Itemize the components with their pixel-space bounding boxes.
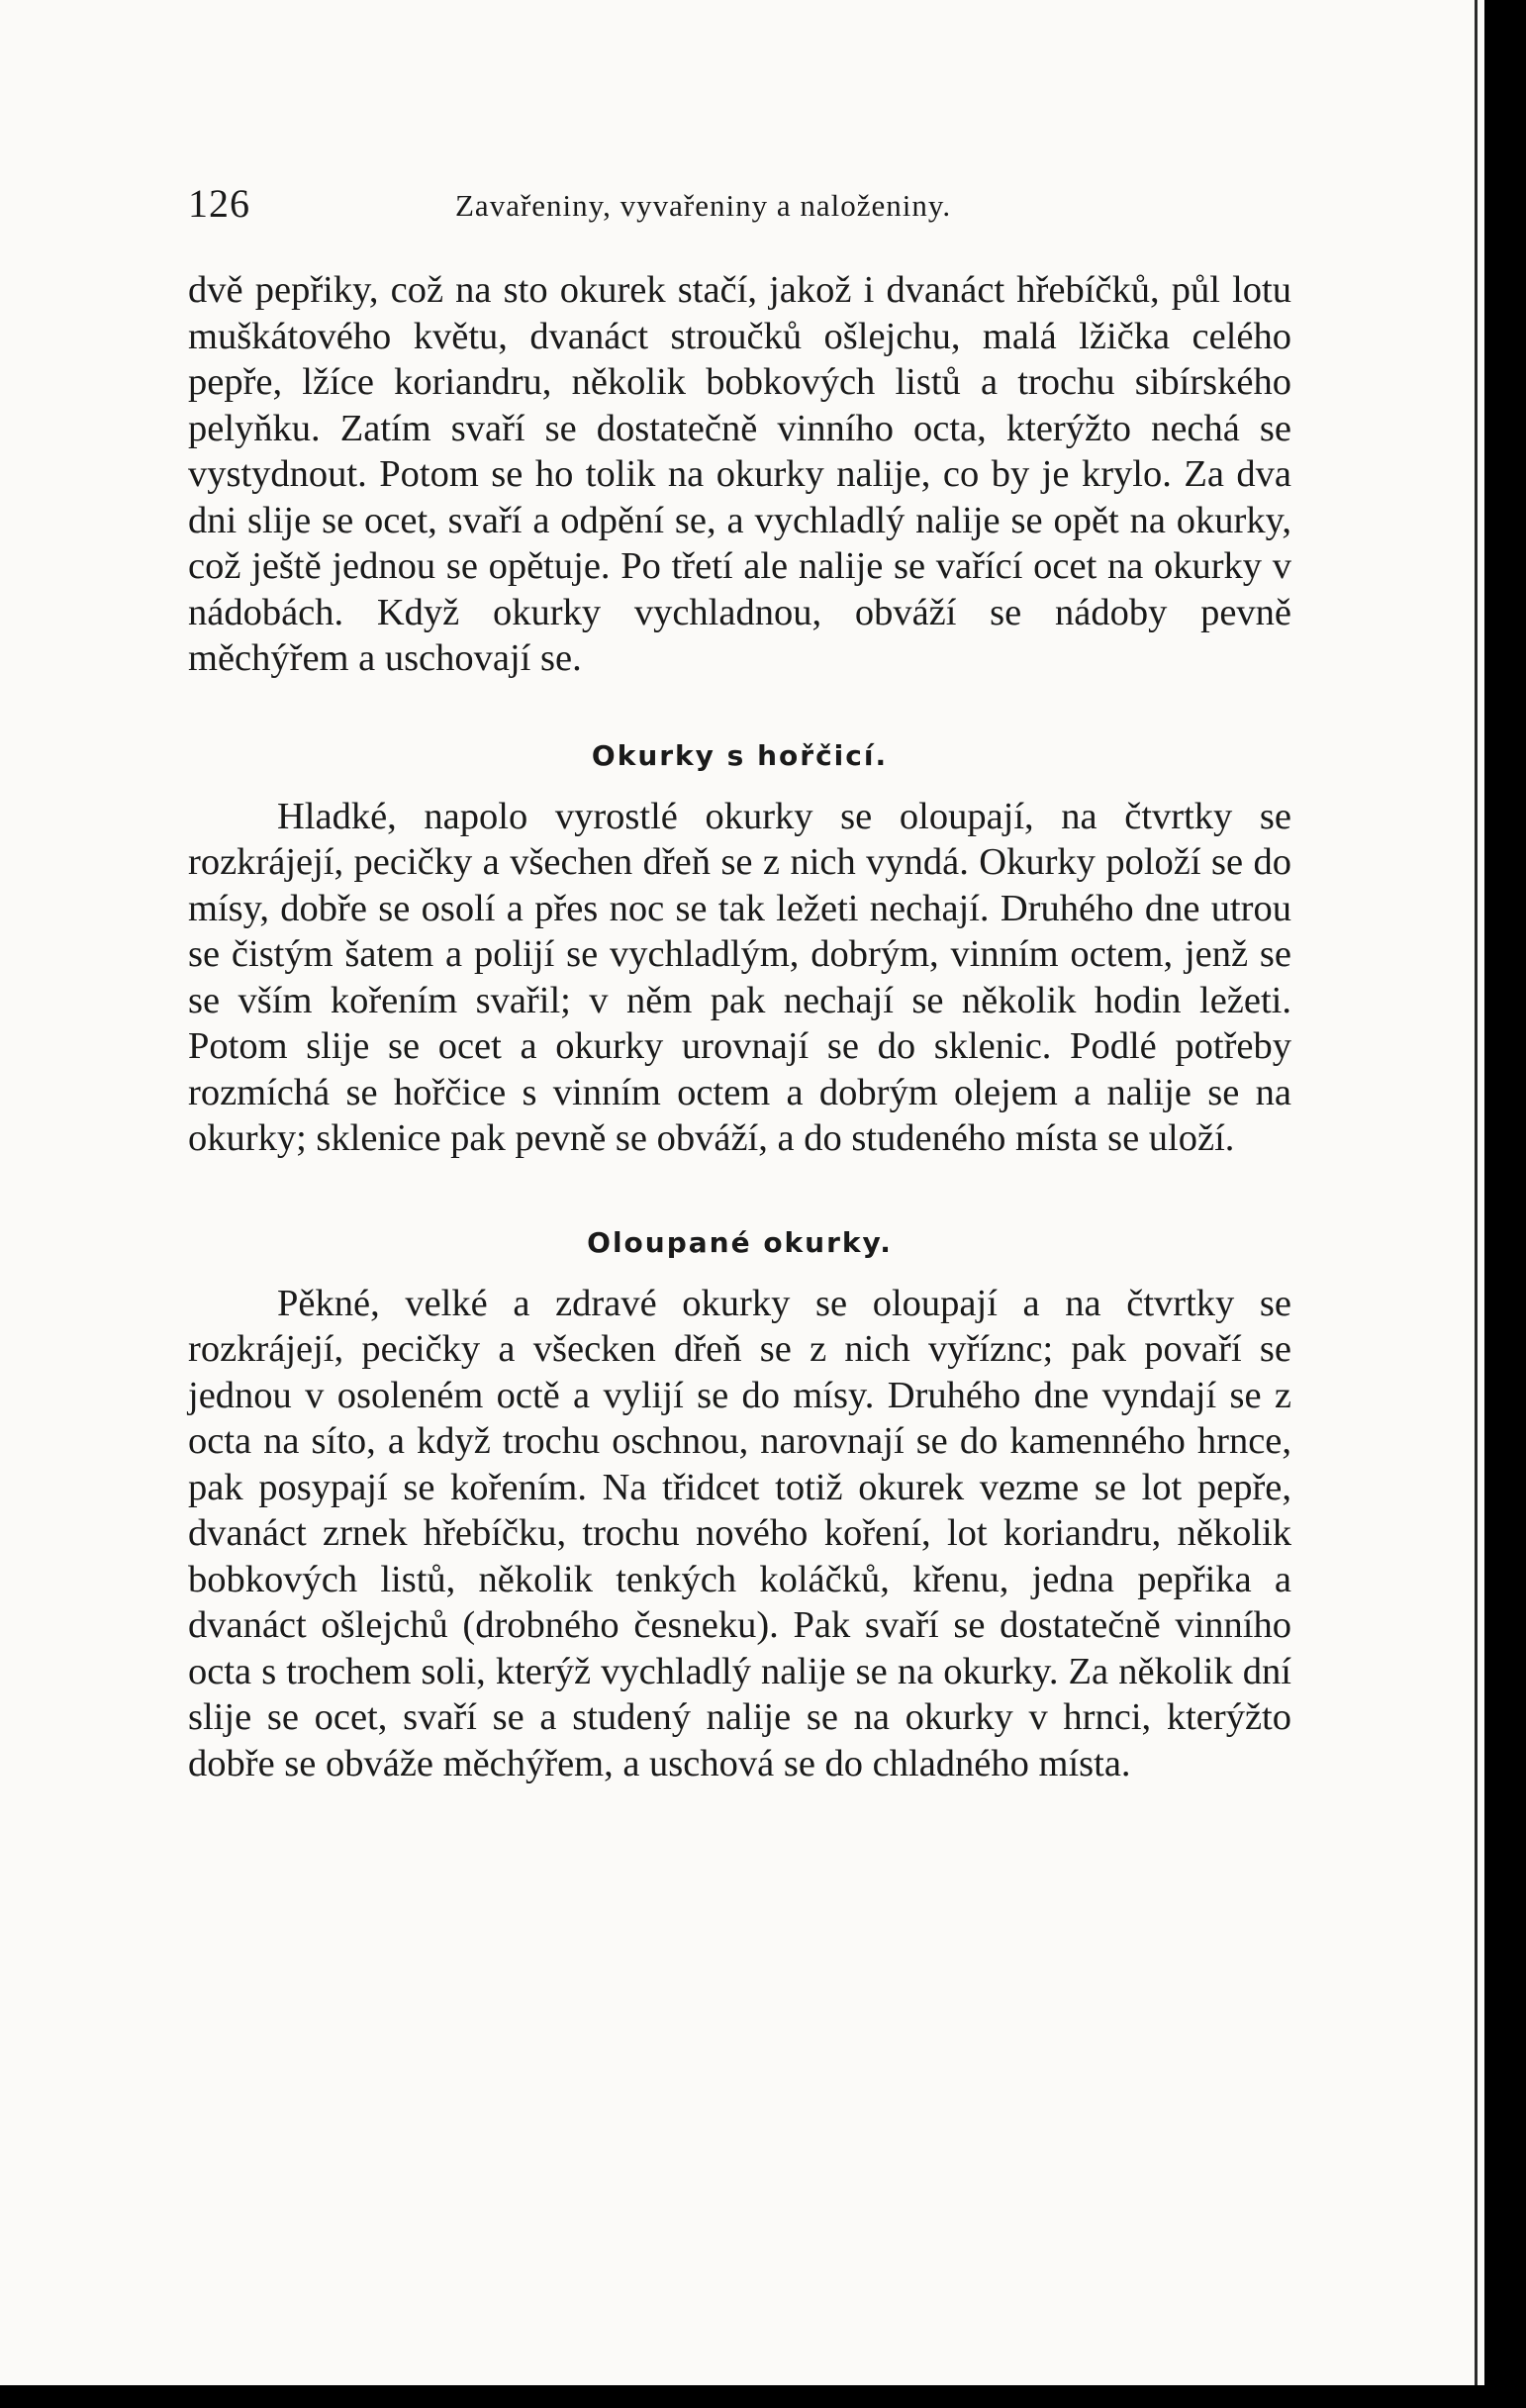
section-heading-okurky-s-horcici: Okurky s hořčicí. xyxy=(591,738,889,772)
running-head: Zavařeniny, vyvařeniny a naloženiny. xyxy=(455,188,952,223)
page-edge-line xyxy=(1475,0,1478,2385)
section-heading-oloupane-okurky: Oloupané okurky. xyxy=(587,1225,893,1259)
body-paragraph-continued: dvě pepřiky, což na sto okurek stačí, jakož i dvanáct hřebíčků, půl lotu muškátového květu, dvanáct stroučků ošlejchu, malá lžička celého pepře, lžíce koriandru, několik bobkových listů a trochu sibírského pelyňku. Zatím svaří se dostatečně vinního octa, kterýžto nechá se vystydnout. Potom se ho tolik na okurky nalije, co by je krylo. Za dva dni slije se ocet, svaří a odpění se, a vychladlý nalije se opět na okurky, což ještě jednou se opětuje. Po třetí ale nalije se vařící ocet na okurky v nádobách. Když okurky vychladnou, obváží se nádoby pevně měchýřem a uschovají se. xyxy=(188,269,1291,679)
page-number: 126 xyxy=(188,181,250,226)
body-paragraph-oloupane-okurky: Pěkné, velké a zdravé okurky se oloupají a na čtvrtky se rozkrájejí, pecičky a všecken dřeň se z nich vyříznc; pak povaří se jednou v osoleném octě a vylijí se do mísy. Druhého dne vyndají se z octa na síto, a když trochu oschnou, narovnají se do kamenného hrnce, pak posypají se kořením. Na třidcet totiž okurek vezme se lot pepře, dvanáct zrnek hřebíčku, trochu nového koření, lot koriandru, několik bobkových listů, několik tenkých koláčků, křenu, jedna pepřika a dvanáct ošlejchů (drobného česneku). Pak svaří se dostatečně vinního octa s trochem soli, kterýž vychladlý nalije se na okurky. Za několik dní slije se ocet, svaří se a studený nalije se na okurky v hrnci, kterýžto dobře se obváže měchýřem, a uschová se do chladného místa. xyxy=(188,1282,1291,1784)
page-header xyxy=(188,176,1296,236)
page-content xyxy=(188,267,1291,1786)
body-paragraph-okurky-s-horcici: Hladké, napolo vyrostlé okurky se oloupají, na čtvrtky se rozkrájejí, pecičky a všechen dřeň se z nich vyndá. Okurky položí se do mísy, dobře se osolí a přes noc se tak ležeti nechají. Druhého dne utrou se čistým šatem a polijí se vychladlým, dobrým, vinním octem, jenž se se vším kořením svařil; v něm pak nechají se několik hodin ležeti. Potom slije se ocet a okurky urovnají se do sklenic. Podlé potřeby rozmíchá se hořčice s vinním octem a dobrým olejem a nalije se na okurky; sklenice pak pevně se obváží, a do studeného místa se uloží. xyxy=(188,795,1291,1159)
